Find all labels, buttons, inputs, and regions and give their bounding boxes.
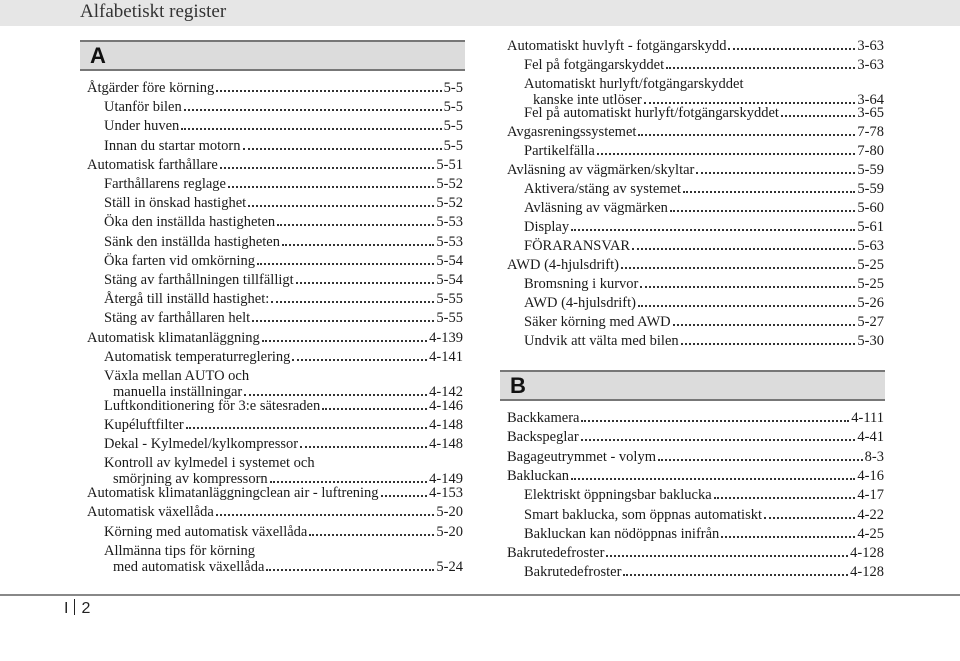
entry-text: Automatisk klimatanläggning xyxy=(87,329,260,346)
entry-page: 5-51 xyxy=(436,156,463,173)
leader-dots xyxy=(266,569,434,571)
page-header xyxy=(0,0,960,26)
index-entry xyxy=(507,314,884,330)
entry-page: 7-78 xyxy=(857,124,884,141)
entry-text: Undvik att välta med bilen xyxy=(524,333,679,350)
entry-text: Display xyxy=(524,219,570,236)
leader-dots xyxy=(282,244,434,246)
entry-text: Partikelfälla xyxy=(524,143,595,160)
entry-text: Automatiskt huvlyft - fotgängarskydd xyxy=(507,38,727,54)
entry-page: 5-63 xyxy=(857,238,884,255)
index-entry xyxy=(507,449,884,465)
entry-text: Avgasreningssystemet xyxy=(507,124,637,141)
leader-dots xyxy=(681,343,856,345)
leader-dots xyxy=(216,514,435,516)
leader-dots xyxy=(638,134,855,136)
entry-text: Bakluckan kan nödöppnas inifrån xyxy=(524,525,720,542)
entry-text: Bakluckan xyxy=(507,467,570,484)
entry-text-continued: manuella inställningar xyxy=(113,384,243,400)
section-letter-label: B xyxy=(510,373,526,398)
entry-text: AWD (4-hjulsdrift) xyxy=(524,295,636,312)
index-entry xyxy=(507,162,884,178)
index-entry xyxy=(507,468,884,484)
entry-page: 4-142 xyxy=(429,384,463,400)
entry-page: 5-5 xyxy=(443,80,463,96)
entry-page: 5-60 xyxy=(857,200,884,217)
index-entry xyxy=(87,436,463,452)
entry-page: 4-149 xyxy=(429,471,463,488)
entry-text: Ställ in önskad hastighet xyxy=(104,195,247,212)
index-entry xyxy=(87,99,463,115)
entry-text: Backspeglar xyxy=(507,429,579,446)
entry-text: AWD (4-hjulsdrift) xyxy=(507,257,619,274)
leader-dots xyxy=(257,263,434,265)
entry-page: 5-26 xyxy=(857,295,884,312)
entry-page: 5-54 xyxy=(436,272,463,288)
entry-page: 4-25 xyxy=(857,525,884,542)
entry-text: Bagageutrymmet - volym xyxy=(507,448,656,465)
entry-text: Automatisk klimatanläggningclean air - luftrening xyxy=(87,485,379,502)
index-entry xyxy=(87,543,463,575)
entry-page: 4-153 xyxy=(429,485,463,502)
entry-text: Växla mellan AUTO och xyxy=(104,368,250,384)
leader-dots xyxy=(243,148,442,150)
index-entry xyxy=(507,219,884,235)
leader-dots xyxy=(597,153,856,155)
entry-text: Fel på fotgängarskyddet xyxy=(524,57,665,73)
entry-text: Under huven xyxy=(104,118,180,135)
index-entry xyxy=(87,234,463,250)
entry-page: 5-27 xyxy=(857,314,884,331)
entry-page: 4-128 xyxy=(850,545,884,562)
index-entry xyxy=(507,487,884,503)
entry-page: 4-22 xyxy=(857,506,884,523)
entry-text: Återgå till inställd hastighet: xyxy=(104,291,270,308)
entry-page: 3-64 xyxy=(857,92,884,108)
footer-section: I xyxy=(64,600,69,617)
leader-dots xyxy=(309,534,434,536)
index-entry xyxy=(87,253,463,269)
entry-page: 5-5 xyxy=(443,99,463,116)
entry-text: Säker körning med AWD xyxy=(524,314,671,331)
entry-page: 5-52 xyxy=(436,195,463,212)
leader-dots xyxy=(270,481,428,483)
index-entry xyxy=(507,295,884,311)
leader-dots xyxy=(714,497,856,499)
index-entry xyxy=(87,417,463,433)
entry-page: 5-55 xyxy=(436,291,463,308)
leader-dots xyxy=(721,536,855,538)
index-entry xyxy=(87,195,463,211)
entry-text: Avläsning av vägmärken xyxy=(524,200,668,217)
footer-page: 2 xyxy=(81,600,91,617)
index-entry xyxy=(507,564,884,580)
entry-page: 5-5 xyxy=(443,118,463,135)
section-letter-a xyxy=(80,40,465,71)
leader-dots xyxy=(764,517,855,519)
entry-text: Aktivera/stäng av systemet xyxy=(524,181,682,198)
leader-dots xyxy=(220,167,435,169)
entry-text: Öka den inställda hastigheten xyxy=(104,214,276,231)
entry-page: 5-30 xyxy=(857,333,884,350)
entry-page: 5-59 xyxy=(857,181,884,198)
entry-text: Luftkonditionering för 3:e sätesraden xyxy=(104,397,321,414)
leader-dots xyxy=(248,205,434,207)
entry-page: 5-53 xyxy=(436,214,463,231)
entry-page: 5-20 xyxy=(436,523,463,540)
entry-page: 3-63 xyxy=(857,38,884,54)
footer-separator xyxy=(74,599,75,615)
index-entry xyxy=(87,176,463,192)
entry-text: Åtgärder före körning xyxy=(87,80,215,96)
leader-dots xyxy=(621,267,855,269)
leader-dots xyxy=(683,191,855,193)
entry-text-continued: med automatisk växellåda xyxy=(113,558,265,575)
index-entry xyxy=(507,76,884,108)
section-letter-b xyxy=(500,370,885,401)
index-entry xyxy=(87,368,463,400)
leader-dots xyxy=(623,574,848,576)
leader-dots xyxy=(296,282,435,284)
leader-dots xyxy=(781,115,856,117)
leader-dots xyxy=(292,359,427,361)
entry-text: Backkamera xyxy=(507,410,580,426)
index-entry xyxy=(507,333,884,349)
leader-dots xyxy=(571,229,855,231)
entry-page: 4-148 xyxy=(429,416,463,433)
index-entry xyxy=(87,138,463,154)
entry-page: 5-53 xyxy=(436,233,463,250)
entry-text: Stäng av farthållningen tillfälligt xyxy=(104,272,294,288)
entry-page: 4-141 xyxy=(429,348,463,365)
index-entry xyxy=(507,200,884,216)
index-entry xyxy=(87,349,463,365)
entry-page: 4-111 xyxy=(851,410,884,426)
index-entry xyxy=(507,429,884,445)
leader-dots xyxy=(581,439,856,441)
index-entry xyxy=(87,272,463,288)
index-entry xyxy=(507,38,884,54)
leader-dots xyxy=(640,286,855,288)
entry-text: Farthållarens reglage xyxy=(104,176,226,192)
index-entry xyxy=(507,276,884,292)
leader-dots xyxy=(728,48,855,50)
entry-page: 5-54 xyxy=(436,252,463,269)
entry-page: 5-25 xyxy=(857,276,884,293)
entry-page: 5-59 xyxy=(857,162,884,179)
leader-dots xyxy=(228,186,434,188)
entry-page: 3-63 xyxy=(857,57,884,73)
entry-text-continued: kanske inte utlöser xyxy=(533,92,642,108)
leader-dots xyxy=(638,305,855,307)
entry-page: 4-128 xyxy=(850,564,884,581)
entry-text: Automatisk temperaturreglering xyxy=(104,348,291,365)
leader-dots xyxy=(666,67,855,69)
entry-text: Kupéluftfilter xyxy=(104,416,184,433)
entry-text: Bromsning i kurvor xyxy=(524,276,639,293)
index-entry xyxy=(87,504,463,520)
index-entry xyxy=(507,507,884,523)
leader-dots xyxy=(186,427,427,429)
leader-dots xyxy=(381,495,428,497)
leader-dots xyxy=(252,320,434,322)
index-entry xyxy=(507,410,884,426)
leader-dots xyxy=(606,555,848,557)
leader-dots xyxy=(181,128,441,130)
entry-text-continued: smörjning av kompressorn xyxy=(113,471,268,488)
entry-text: Automatiskt hurlyft/fotgängarskyddet xyxy=(524,76,744,92)
index-entry xyxy=(87,330,463,346)
index-entry xyxy=(87,291,463,307)
leader-dots xyxy=(581,420,849,422)
entry-text: Körning med automatisk växellåda xyxy=(104,523,308,540)
index-entry xyxy=(87,157,463,173)
leader-dots xyxy=(632,248,855,250)
entry-page: 5-24 xyxy=(436,558,463,575)
entry-text: Automatisk farthållare xyxy=(87,156,218,173)
page-number xyxy=(64,599,90,618)
index-entry xyxy=(87,524,463,540)
leader-dots xyxy=(216,90,441,92)
entry-page: 4-146 xyxy=(429,397,463,414)
leader-dots xyxy=(673,324,856,326)
index-entry xyxy=(507,143,884,159)
entry-page: 5-55 xyxy=(436,310,463,327)
entry-text: Automatisk växellåda xyxy=(87,504,214,521)
entry-page: 3-65 xyxy=(857,105,884,122)
index-entry xyxy=(507,124,884,140)
index-entry xyxy=(507,257,884,273)
entry-text: Smart baklucka, som öppnas automatiskt xyxy=(524,506,763,523)
index-entry xyxy=(87,80,463,96)
leader-dots xyxy=(277,224,434,226)
index-entry xyxy=(507,57,884,73)
entry-page: 8-3 xyxy=(864,448,884,465)
leader-dots xyxy=(658,459,863,461)
entry-page: 7-80 xyxy=(857,143,884,160)
entry-page: 5-61 xyxy=(857,219,884,236)
section-letter-label: A xyxy=(90,43,106,68)
entry-text: Avläsning av vägmärken/skyltar xyxy=(507,162,695,179)
entry-text: Dekal - Kylmedel/kylkompressor xyxy=(104,436,299,453)
index-entry xyxy=(87,214,463,230)
entry-text: Stäng av farthållaren helt xyxy=(104,310,251,327)
index-entry xyxy=(507,181,884,197)
leader-dots xyxy=(644,102,856,104)
index-entry xyxy=(507,105,884,121)
entry-page: 4-41 xyxy=(857,429,884,446)
index-entry xyxy=(507,545,884,561)
leader-dots xyxy=(670,210,856,212)
index-entry xyxy=(87,455,463,487)
index-entry xyxy=(87,485,463,501)
index-entry xyxy=(87,310,463,326)
entry-page: 5-25 xyxy=(857,257,884,274)
entry-text: Elektriskt öppningsbar baklucka xyxy=(524,487,712,504)
entry-text: Innan du startar motorn xyxy=(104,137,241,154)
entry-page: 4-148 xyxy=(429,436,463,453)
entry-page: 5-20 xyxy=(436,504,463,521)
leader-dots xyxy=(271,301,434,303)
page-title: Alfabetiskt register xyxy=(80,1,227,22)
index-entry xyxy=(507,526,884,542)
index-entry xyxy=(87,398,463,414)
entry-page: 5-5 xyxy=(443,137,463,154)
entry-text: Allmänna tips för körning xyxy=(104,542,256,559)
entry-text: FÖRARANSVAR xyxy=(524,238,631,255)
footer-divider xyxy=(0,594,960,596)
leader-dots xyxy=(300,446,427,448)
entry-page: 4-16 xyxy=(857,467,884,484)
leader-dots xyxy=(184,109,442,111)
entry-text: Öka farten vid omkörning xyxy=(104,252,256,269)
entry-text: Kontroll av kylmedel i systemet och xyxy=(104,455,315,472)
leader-dots xyxy=(244,394,427,396)
entry-text: Bakrutedefroster xyxy=(524,564,622,581)
entry-text: Utanför bilen xyxy=(104,99,182,116)
entry-page: 5-52 xyxy=(436,176,463,192)
index-entry xyxy=(87,118,463,134)
leader-dots xyxy=(696,172,855,174)
leader-dots xyxy=(571,478,855,480)
entry-text: Bakrutedefroster xyxy=(507,545,605,562)
entry-text: Sänk den inställda hastigheten xyxy=(104,233,280,250)
index-entry xyxy=(507,238,884,254)
entry-text: Fel på automatiskt hurlyft/fotgängarskyddet xyxy=(524,105,779,122)
entry-page: 4-17 xyxy=(857,487,884,504)
leader-dots xyxy=(322,408,427,410)
entry-page: 4-139 xyxy=(429,329,463,346)
leader-dots xyxy=(262,340,427,342)
